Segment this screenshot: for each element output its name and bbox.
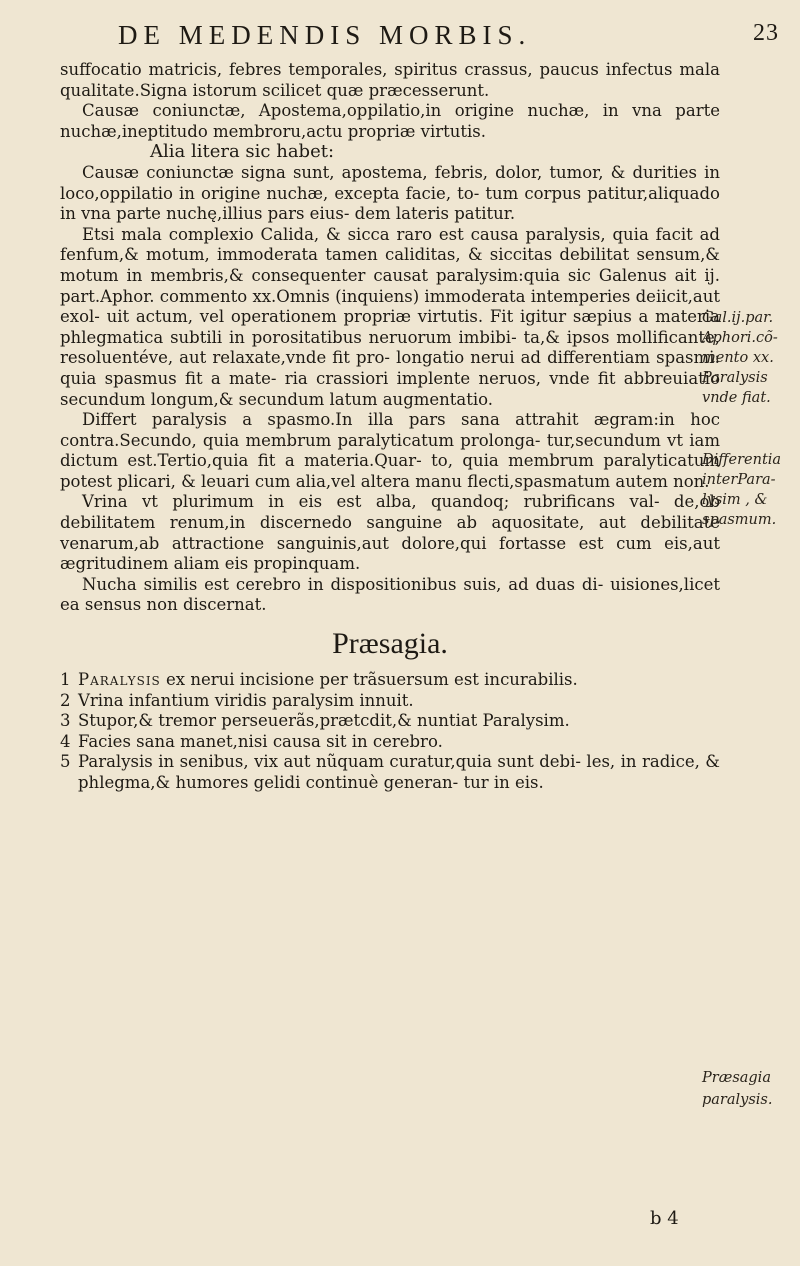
aphorism-number: 1 <box>60 670 71 690</box>
aphorism-lead: Paralysis <box>78 670 161 690</box>
aphorism-number: 2 <box>60 690 71 710</box>
aphorism <box>60 752 720 793</box>
margin-note: interPara- <box>702 472 776 488</box>
margin-note: Præsagia <box>702 1070 771 1086</box>
margin-note: vnde fiat. <box>702 390 771 406</box>
paragraph: Causæ coniunctæ, Apostema,oppilatio,in origine nuchæ, in vna parte nuchæ,ineptitudo membroru,actu propriæ virtutis. <box>60 101 720 141</box>
aphorism-body: Stupor,& tremor perseuerãs,prætcdit,& nuntiat Paralysim. <box>78 711 570 731</box>
aphorism-body: Vrina infantium viridis paralysim innuit. <box>78 690 414 710</box>
margin-note: Differentia <box>702 452 782 468</box>
margin-note: Aphori.cõ- <box>702 330 778 346</box>
aphorism-body: Paralysis in senibus, vix aut nũquam curatur,quia sunt debi- les, in radice, & phlegma,& humores gelidi continuè generan- tur in eis. <box>78 752 720 792</box>
aphorism-body: ex nerui incisione per trãsuersum est incurabilis. <box>160 670 578 690</box>
margin-note: Paralysis <box>702 370 768 386</box>
aphorism-number: 4 <box>60 731 71 751</box>
paragraph: suffocatio matricis, febres temporales, spiritus crassus, paucus infectus mala qualitate.Signa istorum scilicet quæ præcesserunt. <box>60 60 720 100</box>
running-title: DE MEDENDIS MORBIS. <box>118 20 532 50</box>
paragraph: Vrina vt plurimum in eis est alba, quandoq; rubrificans val- de,ob debilitatem renum,in discernedo sanguine ab aquositate, aut debilitate venarum,ab attractione sanguinis,aut dolore,qui fortasse est cum eis,aut ægritudinem aliam eis propinquam. <box>60 492 720 574</box>
margin-note: paralysis. <box>702 1092 773 1108</box>
section-title: Præsagia. <box>332 627 448 661</box>
margin-note: lysim , & <box>702 492 768 508</box>
centered-line: Alia litera sic habet: <box>150 141 335 163</box>
paragraph: Causæ coniunctæ signa sunt, apostema, febris, dolor, tumor, & durities in loco,oppilatio in origine nuchæ, excepta facie, to- tum corpus patitur,aliquado in vna parte nuchę,illius pars eius- dem lateris patitur. <box>60 162 720 224</box>
signature-mark: b 4 <box>650 1208 679 1229</box>
margin-note: mento xx. <box>702 350 774 366</box>
page-number: 23 <box>753 20 779 46</box>
paragraph: Etsi mala complexio Calida, & sicca raro est causa paralysis, quia facit ad fenfum,& motum, immoderata tamen caliditas, & siccitas debilitat sensum,& motum in membris,& consequenter causat paralysim:quia sic Galenus ait ij. part.Aphor. commento xx.Omnis (inquiens) immoderata intemperies deiicit,aut exol- uit actum, vel operationem propriæ virtutis. Fit igitur sæpius a materia phlegmatica subtili in porositatibus neruorum imbibi- ta,& ipsos mollificante, resoluentéve, aut relaxate,vnde fit pro- longatio nerui ad differentiam spasmi: quia spasmus fit a mate- ria crassiori implente neruos, vnde fit abbreuiatio secundum longum,& secundum latum augmentatio. <box>60 224 720 409</box>
aphorism-number: 3 <box>60 711 71 731</box>
aphorism-number: 5 <box>60 752 71 772</box>
margin-note: Gal.ij.par. <box>702 310 774 326</box>
main-text <box>60 60 720 794</box>
aphorism-text <box>78 670 720 691</box>
aphorism <box>60 691 720 712</box>
paragraph: Differt paralysis a spasmo.In illa pars sana attrahit ægram:in hoc contra.Secundo, quia membrum paralyticatum prolonga- tur,secundum vt iam dictum est.Tertio,quia fit a materia.Quar- to, quia membrum paralyticatum potest plicari, & leuari cum alia,vel altera manu flecti,spasmatum autem non. <box>60 410 720 491</box>
paragraph: Nucha similis est cerebro in dispositionibus suis, ad duas di- uisiones,licet ea sensus non discernat. <box>60 574 720 615</box>
aphorism <box>60 711 720 732</box>
aphorism-body: Facies sana manet,nisi causa sit in cerebro. <box>78 731 443 751</box>
aphorism <box>60 670 720 691</box>
margin-note: spasmum. <box>702 512 777 528</box>
aphorism <box>60 732 720 753</box>
